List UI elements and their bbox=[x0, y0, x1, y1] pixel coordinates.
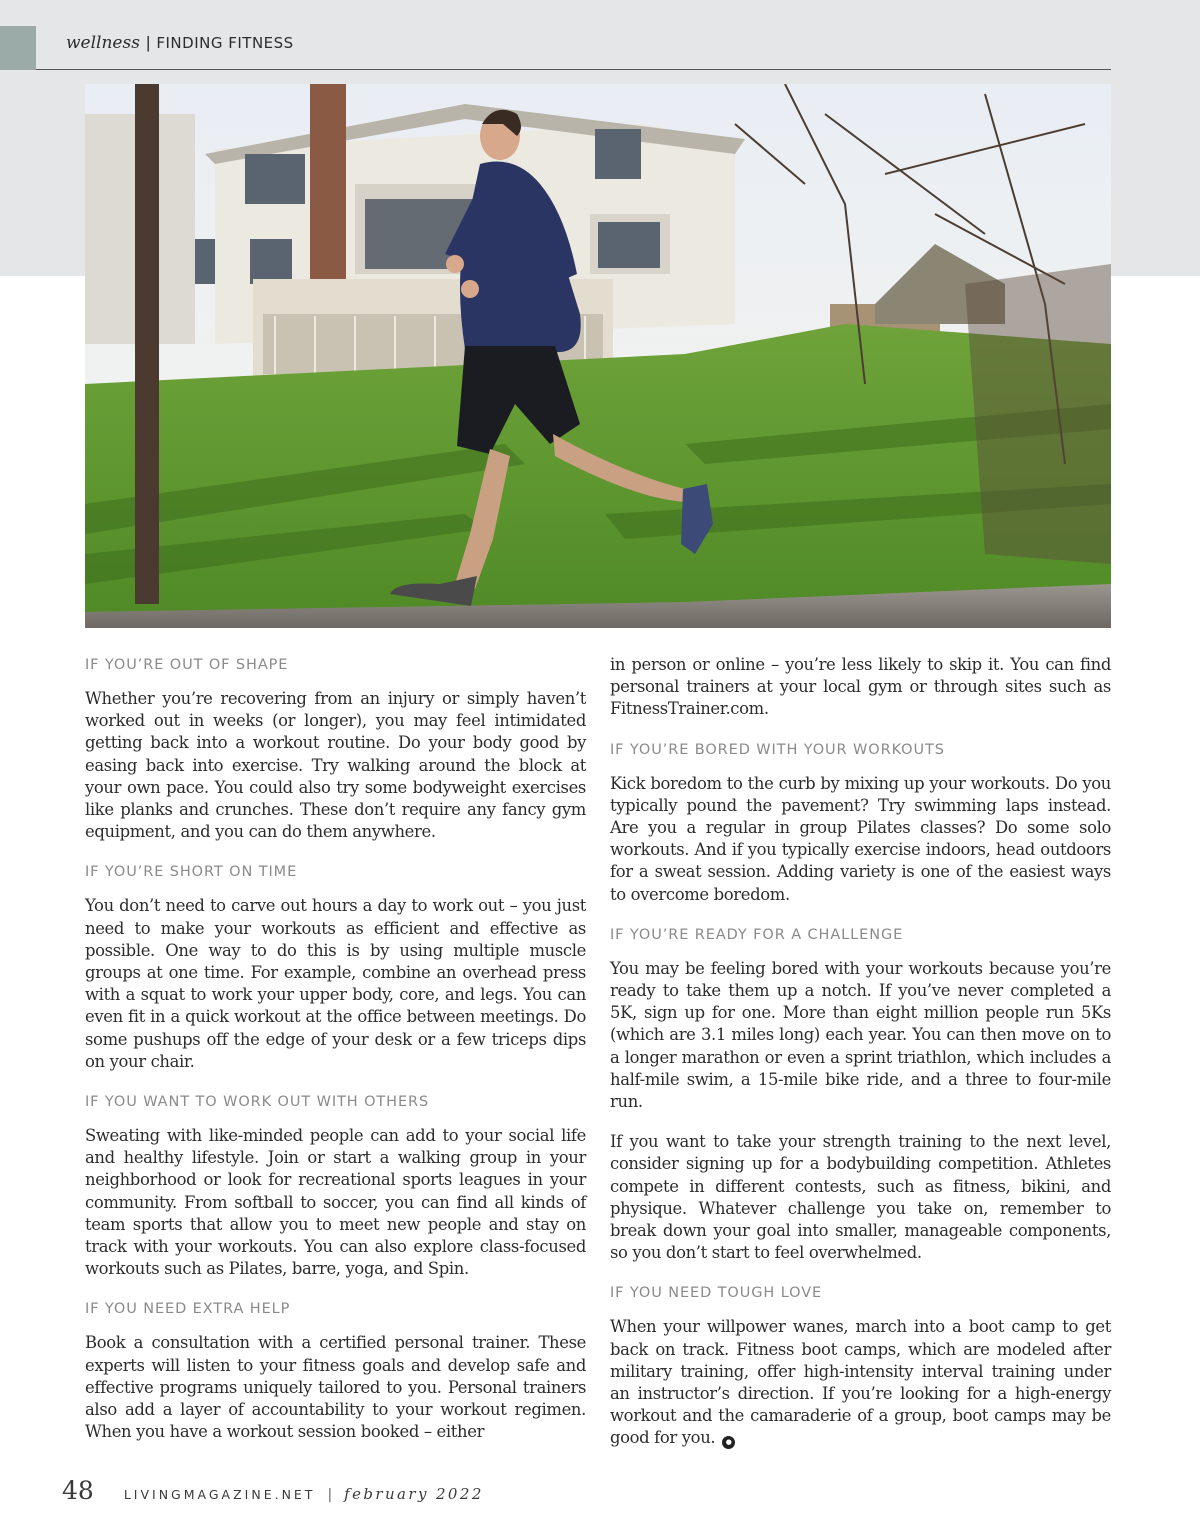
section-name: wellness bbox=[66, 33, 140, 53]
paragraph-work-out-with-others: Sweating with like-minded people can add to your social life and healthy lifestyle. Join or start a walking group in your neighborhood or look for recreational sports leagues in your community. From softball to soccer, you can find all kinds of team sports that allow you to meet new people and stay on track with your workouts. You can also explore class-focused workouts such as Pilates, barre, yoga, and Spin. bbox=[85, 1126, 586, 1279]
paragraph-extra-help: Book a consultation with a certified personal trainer. These experts will listen to your fitness goals and develop safe and effective programs uniquely tailored to you. Personal trainers also add a layer of accountability to your workout regimen. When you have a workout session booked – either bbox=[85, 1333, 586, 1442]
running-header bbox=[66, 33, 294, 53]
header-rule bbox=[36, 69, 1111, 70]
end-of-article-icon: ● bbox=[722, 1436, 735, 1449]
page-number: 48 bbox=[62, 1476, 94, 1505]
paragraph-strength-training: If you want to take your strength training to the next level, consider signing up for a bodybuilding competition. Athletes compete in different contests, such as fitness, bikini, and physique. Whatever challenge you take on, remember to break down your goal into smaller, manageable components, so you don’t start to feel overwhelmed. bbox=[610, 1132, 1111, 1263]
paragraph-ready-for-challenge: You may be feeling bored with your workouts because you’re ready to take them up a notch. If you’ve never completed a 5K, sign up for one. More than eight million people run 5Ks (which are 3.1 miles long) each year. You can then move on to a longer marathon or even a sprint triathlon, which includes a half-mile swim, a 15-mile bike ride, and a three to four-mile run. bbox=[610, 958, 1111, 1112]
subhead-ready-for-challenge: IF YOU’RE READY FOR A CHALLENGE bbox=[610, 926, 904, 943]
paragraph-out-of-shape: Whether you’re recovering from an injury or simply haven’t worked out in weeks (or longer), you may feel intimidated getting back into a workout routine. Do your body good by easing back into exercise. Try walking around the block at your own pace. You could also try some bodyweight exercises like planks and crunches. These don’t require any fancy gym equipment, and you can do them anywhere. bbox=[85, 689, 586, 842]
subhead-extra-help: IF YOU NEED EXTRA HELP bbox=[85, 1301, 291, 1318]
paragraph-tough-love bbox=[610, 1316, 1111, 1449]
footer-separator: | bbox=[327, 1487, 333, 1503]
article-column-right bbox=[610, 654, 1111, 1468]
subhead-out-of-shape: IF YOU’RE OUT OF SHAPE bbox=[85, 657, 289, 673]
footer-website: LIVINGMAGAZINE.NET bbox=[123, 1487, 316, 1502]
section-topic: FINDING FITNESS bbox=[156, 34, 294, 52]
footer-issue-date: february 2022 bbox=[344, 1485, 484, 1503]
header-separator: | bbox=[145, 33, 151, 52]
hero-photo-jogger bbox=[85, 84, 1111, 628]
paragraph-tough-love-text: When your willpower wanes, march into a boot camp to get back on track. Fitness boot camps, which are modeled after military training, offer high-intensity interval training under an instructor’s direction. If you’re looking for a high-energy workout and the camaraderie of a group, boot camps may be good for you. bbox=[610, 1317, 1111, 1448]
page-footer bbox=[62, 1476, 484, 1506]
paragraph-short-on-time: You don’t need to carve out hours a day to work out – you just need to make your workouts as efficient and effective as possible. One way to do this is by using multiple muscle groups at one time. For example, combine an overhead press with a squat to work your upper body, core, and legs. You can even fit in a quick workout at the office between meetings. Do some pushups off the edge of your desk or a few triceps dips on your chair. bbox=[85, 896, 586, 1071]
section-color-tab bbox=[0, 26, 36, 70]
paragraph-bored-with-workouts: Kick boredom to the curb by mixing up your workouts. Do you typically pound the pavement? Try swimming laps instead. Are you a regular in group Pilates classes? Do some solo workouts. And if you typically exercise indoors, head outdoors for a sweat session. Adding variety is one of the easiest ways to overcome boredom. bbox=[610, 773, 1111, 904]
subhead-short-on-time: IF YOU’RE SHORT ON TIME bbox=[85, 864, 298, 881]
article-column-left bbox=[85, 654, 586, 1461]
subhead-tough-love: IF YOU NEED TOUGH LOVE bbox=[610, 1285, 823, 1302]
subhead-bored-with-workouts: IF YOU’RE BORED WITH YOUR WORKOUTS bbox=[610, 741, 945, 758]
paragraph-extra-help-continued: in person or online – you’re less likely to skip it. You can find personal trainers at your local gym or through sites such as FitnessTrainer.com. bbox=[610, 655, 1111, 719]
subhead-work-out-with-others: IF YOU WANT TO WORK OUT WITH OTHERS bbox=[85, 1094, 430, 1111]
